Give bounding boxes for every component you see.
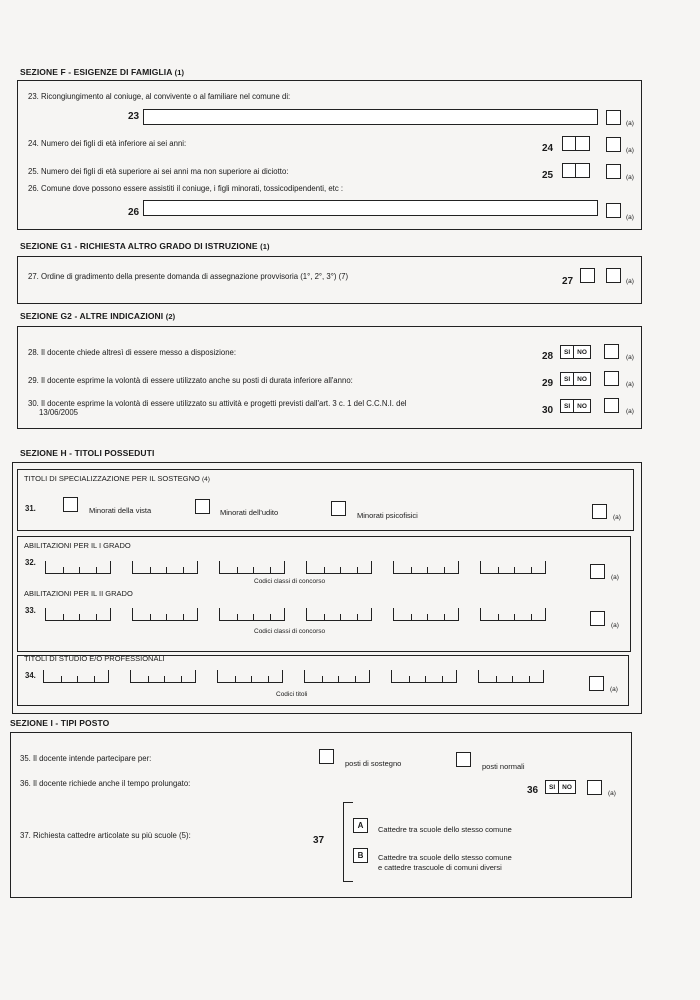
- section-i-title: [10, 718, 109, 728]
- code-field[interactable]: [480, 608, 546, 621]
- q29-label: 29. Il docente esprime la volontà di essere utilizzato anche su posti di durata inferiore all'anno:: [28, 376, 353, 385]
- code-tick: [427, 567, 428, 573]
- code-field[interactable]: [306, 561, 372, 574]
- code-tick: [514, 567, 515, 573]
- opt-minorati-psicofisici-checkbox[interactable]: [331, 501, 346, 516]
- code-tick: [237, 614, 238, 620]
- code-tick: [514, 614, 515, 620]
- q33-checkbox[interactable]: [590, 611, 605, 626]
- q25-label: 25. Numero dei figli di età superiore ai sei anni ma non superiore ai diciotto:: [28, 167, 289, 176]
- q36-checkbox[interactable]: [587, 780, 602, 795]
- code-tick: [270, 614, 271, 620]
- code-tick: [183, 614, 184, 620]
- si-option[interactable]: SI: [564, 376, 571, 383]
- q32-checkbox[interactable]: [590, 564, 605, 579]
- q34-checkbox[interactable]: [589, 676, 604, 691]
- code-tick: [355, 676, 356, 682]
- opt-b-letter[interactable]: B: [353, 848, 368, 863]
- q31-number: 31.: [25, 504, 36, 513]
- code-tick: [79, 567, 80, 573]
- section-title-text: SEZIONE I - TIPI POSTO: [10, 718, 110, 728]
- code-tick: [253, 614, 254, 620]
- code-field[interactable]: [480, 561, 546, 574]
- q25-number: 25: [542, 170, 554, 181]
- a-mark: (a): [613, 514, 621, 521]
- opt-a-letter[interactable]: A: [353, 818, 368, 833]
- q29-checkbox[interactable]: [604, 371, 619, 386]
- q33-number: 33.: [25, 606, 36, 615]
- no-option[interactable]: NO: [573, 400, 590, 412]
- code-field[interactable]: [45, 608, 111, 621]
- code-tick: [94, 676, 95, 682]
- code-field[interactable]: [130, 670, 196, 683]
- q30-number: 30: [542, 405, 554, 416]
- q32-number: 32.: [25, 558, 36, 567]
- code-tick: [442, 676, 443, 682]
- q26-checkbox[interactable]: [606, 203, 621, 218]
- section-h-title: [20, 448, 154, 458]
- code-tick: [164, 676, 165, 682]
- section-title-text: SEZIONE H - TITOLI POSSEDUTI: [20, 448, 155, 458]
- code-tick: [444, 614, 445, 620]
- a-mark: (a): [626, 278, 634, 285]
- q34-number: 34.: [25, 671, 36, 680]
- code-field[interactable]: [393, 608, 459, 621]
- code-tick: [498, 567, 499, 573]
- q30-checkbox[interactable]: [604, 398, 619, 413]
- code-field[interactable]: [217, 670, 283, 683]
- code-field[interactable]: [43, 670, 109, 683]
- code-field[interactable]: [219, 608, 285, 621]
- code-tick: [498, 614, 499, 620]
- spec-sostegno-title: [24, 474, 210, 483]
- code-tick: [322, 676, 323, 682]
- section-note: (2): [165, 312, 176, 321]
- section-title-text: SEZIONE G2 - ALTRE INDICAZIONI: [20, 311, 164, 321]
- q30-label: 30. Il docente esprime la volontà di essere utilizzato su attività e progetti previsti dall'art. 3 c. 1 del C.C.N.I. del: [28, 399, 407, 408]
- q26-comune-field[interactable]: [143, 200, 598, 216]
- code-tick: [531, 567, 532, 573]
- a-mark: (a): [626, 408, 634, 415]
- no-option[interactable]: NO: [558, 781, 575, 793]
- q37-number: 37: [313, 835, 325, 846]
- opt-b-text-line2: e cattedre trascuole di comuni diversi: [378, 863, 502, 872]
- q27-number: 27: [562, 276, 574, 287]
- code-tick: [148, 676, 149, 682]
- si-option[interactable]: SI: [564, 349, 571, 356]
- code-tick: [425, 676, 426, 682]
- q27-checkbox[interactable]: [606, 268, 621, 283]
- opt-minorati-vista-label: Minorati della vista: [89, 506, 152, 515]
- q37-bracket: [343, 802, 353, 882]
- q23-comune-field[interactable]: [143, 109, 598, 125]
- code-tick: [409, 676, 410, 682]
- code-tick: [357, 614, 358, 620]
- code-tick: [338, 676, 339, 682]
- section-note: (1): [174, 68, 185, 77]
- code-tick: [181, 676, 182, 682]
- code-tick: [496, 676, 497, 682]
- code-tick: [150, 567, 151, 573]
- si-option[interactable]: SI: [564, 403, 571, 410]
- code-tick: [183, 567, 184, 573]
- section-note: (1): [260, 242, 270, 251]
- q35-label: 35. Il docente intende partecipare per:: [20, 754, 152, 763]
- code-field[interactable]: [478, 670, 544, 683]
- section-f-title: [20, 67, 184, 77]
- opt-minorati-udito-checkbox[interactable]: [195, 499, 210, 514]
- code-field[interactable]: [393, 561, 459, 574]
- section-g2-title: [20, 311, 175, 321]
- code-tick: [444, 567, 445, 573]
- q29-si-no[interactable]: [560, 372, 591, 386]
- abil-i-title: ABILITAZIONI PER IL I GRADO: [24, 541, 131, 550]
- code-tick: [324, 567, 325, 573]
- code-field[interactable]: [306, 608, 372, 621]
- code-field[interactable]: [132, 561, 198, 574]
- code-tick: [237, 567, 238, 573]
- a-mark: (a): [626, 381, 634, 388]
- code-tick: [531, 614, 532, 620]
- titoli-studio-title: TITOLI DI STUDIO E/O PROFESSIONALI: [24, 654, 165, 663]
- a-mark: (a): [610, 686, 618, 693]
- q33-caption: Codici classi di concorso: [254, 628, 326, 635]
- a-mark: (a): [611, 574, 619, 581]
- code-tick: [427, 614, 428, 620]
- code-tick: [357, 567, 358, 573]
- a-mark: (a): [611, 622, 619, 629]
- q29-number: 29: [542, 378, 554, 389]
- a-mark: (a): [626, 120, 634, 127]
- q23-checkbox[interactable]: [606, 110, 621, 125]
- code-tick: [340, 614, 341, 620]
- q37-label: 37. Richiesta cattedre articolate su più scuole (5):: [20, 831, 191, 840]
- code-tick: [340, 567, 341, 573]
- code-tick: [150, 614, 151, 620]
- code-tick: [63, 614, 64, 620]
- q28-si-no[interactable]: [560, 345, 591, 359]
- box-title-text: TITOLI DI SPECIALIZZAZIONE PER IL SOSTEGNO: [24, 474, 200, 483]
- code-tick: [270, 567, 271, 573]
- q24-number: 24: [542, 143, 554, 154]
- code-tick: [63, 567, 64, 573]
- q27-digit-box[interactable]: [580, 268, 595, 283]
- code-tick: [235, 676, 236, 682]
- q26-label: 26. Comune dove possono essere assistiti il coniuge, i figli minorati, tossicodipendenti, etc :: [28, 184, 344, 193]
- q24-checkbox[interactable]: [606, 137, 621, 152]
- code-tick: [77, 676, 78, 682]
- code-tick: [166, 567, 167, 573]
- code-field[interactable]: [304, 670, 370, 683]
- code-tick: [529, 676, 530, 682]
- a-mark: (a): [626, 174, 634, 181]
- q28-label: 28. Il docente chiede altresì di essere messo a disposizione:: [28, 348, 237, 357]
- abil-ii-title: ABILITAZIONI PER IL II GRADO: [24, 589, 133, 598]
- q36-number: 36: [527, 785, 539, 796]
- code-tick: [251, 676, 252, 682]
- opt-posti-normali-checkbox[interactable]: [456, 752, 471, 767]
- opt-minorati-psicofisici-label: Minorati psicofisici: [357, 511, 418, 520]
- code-field[interactable]: [219, 561, 285, 574]
- code-field[interactable]: [391, 670, 457, 683]
- q30-si-no[interactable]: [560, 399, 591, 413]
- section-title-text: SEZIONE G1 - RICHIESTA ALTRO GRADO DI ISTRUZIONE: [20, 241, 258, 251]
- code-tick: [79, 614, 80, 620]
- a-mark: (a): [626, 214, 634, 221]
- opt-posti-sostegno-checkbox[interactable]: [319, 749, 334, 764]
- code-tick: [411, 614, 412, 620]
- box-note: (4): [201, 476, 210, 483]
- opt-a-text: Cattedre tra scuole dello stesso comune: [378, 825, 512, 834]
- code-tick: [253, 567, 254, 573]
- code-tick: [512, 676, 513, 682]
- q23-label: 23. Ricongiungimento al coniuge, al convivente o al familiare nel comune di:: [28, 92, 291, 101]
- a-mark: (a): [608, 790, 616, 797]
- q24-label: 24. Numero dei figli di età inferiore ai sei anni:: [28, 139, 187, 148]
- opt-minorati-vista-checkbox[interactable]: [63, 497, 78, 512]
- code-tick: [166, 614, 167, 620]
- q36-label: 36. Il docente richiede anche il tempo prolungato:: [20, 779, 191, 788]
- code-tick: [96, 614, 97, 620]
- code-tick: [61, 676, 62, 682]
- no-option[interactable]: NO: [573, 373, 590, 385]
- a-mark: (a): [626, 147, 634, 154]
- q25-digits[interactable]: [562, 163, 590, 178]
- opt-minorati-udito-label: Minorati dell'udito: [220, 508, 279, 517]
- code-tick: [268, 676, 269, 682]
- q36-si-no[interactable]: [545, 780, 576, 794]
- opt-b-text: Cattedre tra scuole dello stesso comune: [378, 853, 512, 862]
- no-option[interactable]: NO: [573, 346, 590, 358]
- q28-checkbox[interactable]: [604, 344, 619, 359]
- q34-caption: Codici titoli: [276, 691, 308, 698]
- si-option[interactable]: SI: [549, 784, 556, 791]
- q28-number: 28: [542, 351, 554, 362]
- q27-label: 27. Ordine di gradimento della presente domanda di assegnazione provvisoria (1°, 2°, 3°) (7): [28, 272, 349, 281]
- section-title-text: SEZIONE F - ESIGENZE DI FAMIGLIA: [20, 67, 173, 77]
- q24-digits[interactable]: [562, 136, 590, 151]
- code-field[interactable]: [45, 561, 111, 574]
- code-tick: [324, 614, 325, 620]
- q23-number: 23: [128, 111, 140, 122]
- q25-checkbox[interactable]: [606, 164, 621, 179]
- a-mark: (a): [626, 354, 634, 361]
- opt-posti-normali-label: posti normali: [482, 762, 525, 771]
- q26-number: 26: [128, 207, 140, 218]
- opt-posti-sostegno-label: posti di sostegno: [345, 759, 402, 768]
- q32-caption: Codici classi di concorso: [254, 578, 326, 585]
- code-tick: [411, 567, 412, 573]
- code-field[interactable]: [132, 608, 198, 621]
- code-tick: [96, 567, 97, 573]
- q30-label-line2: 13/06/2005: [39, 408, 79, 417]
- section-g1-title: [20, 241, 270, 251]
- q31-checkbox[interactable]: [592, 504, 607, 519]
